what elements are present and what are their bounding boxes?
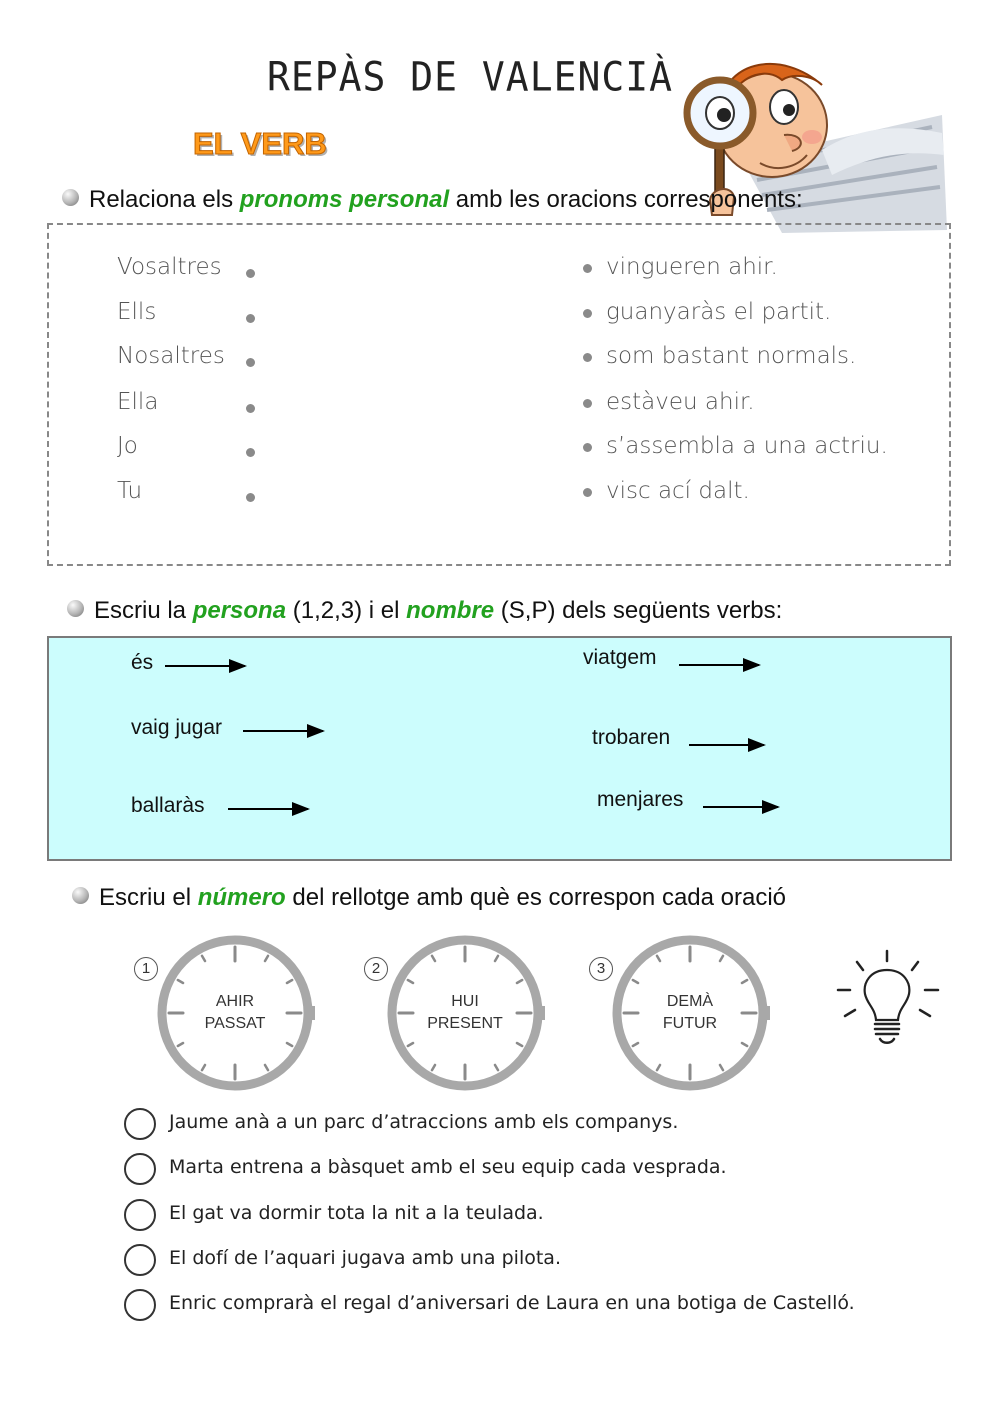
sentence-text: Enric comprarà el regal d’aniversari de Laura en una botiga de Castelló. xyxy=(169,1292,855,1314)
verb-label: ballaràs xyxy=(131,794,205,817)
clock-time-label xyxy=(175,991,295,1035)
match-dot-right[interactable] xyxy=(583,399,592,408)
match-dot-left[interactable] xyxy=(246,314,255,323)
bullet-ball-icon xyxy=(72,887,89,904)
clock-label-line2: PASSAT xyxy=(204,1015,266,1032)
sentence-text: El dofí de l’aquari jugava amb una pilota. xyxy=(169,1247,561,1269)
instruction-match xyxy=(62,186,803,214)
arrow-right-icon xyxy=(689,744,764,746)
sentence-ending: guanyaràs el partit. xyxy=(606,299,832,325)
verb-label: és xyxy=(131,651,154,674)
sentence-ending: vingueren ahir. xyxy=(606,254,778,280)
match-dot-left[interactable] xyxy=(246,448,255,457)
match-dot-left[interactable] xyxy=(246,404,255,413)
instruction-emphasis: pronoms personal xyxy=(239,186,450,213)
lightbulb-icon xyxy=(830,948,945,1048)
verb-label: menjares xyxy=(597,788,684,811)
match-dot-right[interactable] xyxy=(583,309,592,318)
clock-label-line1: HUI xyxy=(451,993,479,1010)
pronoun-label: Ells xyxy=(117,299,157,325)
answer-circle[interactable] xyxy=(124,1153,156,1185)
verb-label: viatgem xyxy=(583,646,657,669)
answer-circle[interactable] xyxy=(124,1289,156,1321)
instruction-person-number xyxy=(67,597,782,625)
pronoun-label: Nosaltres xyxy=(117,343,225,369)
clock-label-line1: AHIR xyxy=(215,993,255,1010)
instruction-text: amb les oracions corresponents: xyxy=(449,186,803,213)
bullet-ball-icon xyxy=(67,600,84,617)
section-heading: EL VERB xyxy=(193,126,327,161)
instruction-emphasis: número xyxy=(197,884,286,911)
instruction-text: Escriu la xyxy=(94,597,193,624)
instruction-clock xyxy=(72,884,786,912)
instruction-text: (S,P) dels següents verbs: xyxy=(494,597,783,624)
clock-number: 3 xyxy=(589,957,613,981)
answer-circle[interactable] xyxy=(124,1108,156,1140)
sentence-ending: som bastant normals. xyxy=(606,343,857,369)
arrow-right-icon xyxy=(243,730,323,732)
sentence-ending: estàveu ahir. xyxy=(606,389,755,415)
instruction-emphasis: persona xyxy=(192,597,287,624)
sentence-text: El gat va dormir tota la nit a la teulada. xyxy=(169,1202,544,1224)
answer-circle[interactable] xyxy=(124,1199,156,1231)
match-dot-right[interactable] xyxy=(583,264,592,273)
pronoun-label: Ella xyxy=(117,389,159,415)
instruction-text: (1,2,3) i el xyxy=(286,597,407,624)
match-dot-right[interactable] xyxy=(583,488,592,497)
clock-time-label xyxy=(405,991,525,1035)
clock-number: 1 xyxy=(134,957,158,981)
verb-label: vaig jugar xyxy=(131,716,223,739)
instruction-emphasis: nombre xyxy=(406,597,495,624)
match-dot-right[interactable] xyxy=(583,353,592,362)
clock-label-line1: DEMÀ xyxy=(666,993,714,1010)
arrow-right-icon xyxy=(679,664,759,666)
arrow-right-icon xyxy=(228,808,308,810)
match-dot-left[interactable] xyxy=(246,493,255,502)
pronoun-label: Tu xyxy=(117,478,143,504)
arrow-right-icon xyxy=(165,665,245,667)
instruction-text: Relaciona els xyxy=(89,186,240,213)
answer-circle[interactable] xyxy=(124,1244,156,1276)
pronoun-label: Jo xyxy=(117,433,138,459)
match-dot-right[interactable] xyxy=(583,443,592,452)
clock-number: 2 xyxy=(364,957,388,981)
arrow-right-icon xyxy=(703,806,778,808)
clock-label-line2: FUTUR xyxy=(662,1015,718,1032)
clock-time-label xyxy=(630,991,750,1035)
bullet-ball-icon xyxy=(62,189,79,206)
instruction-text: del rellotge amb què es correspon cada oració xyxy=(285,884,787,911)
verb-label: trobaren xyxy=(592,726,671,749)
instruction-text: Escriu el xyxy=(99,884,198,911)
pronoun-label: Vosaltres xyxy=(117,254,222,280)
match-dot-left[interactable] xyxy=(246,269,255,278)
sentence-text: Marta entrena a bàsquet amb el seu equip cada vesprada. xyxy=(169,1156,727,1178)
verbs-exercise-box xyxy=(47,636,952,861)
match-dot-left[interactable] xyxy=(246,358,255,367)
sentence-text: Jaume anà a un parc d’atraccions amb els companys. xyxy=(169,1111,679,1133)
sentence-ending: visc ací dalt. xyxy=(606,478,750,504)
clock-label-line2: PRESENT xyxy=(427,1015,503,1032)
page-title: REPÀS DE VALENCIÀ xyxy=(267,53,673,101)
sentence-ending: s’assembla a una actriu. xyxy=(606,433,888,459)
